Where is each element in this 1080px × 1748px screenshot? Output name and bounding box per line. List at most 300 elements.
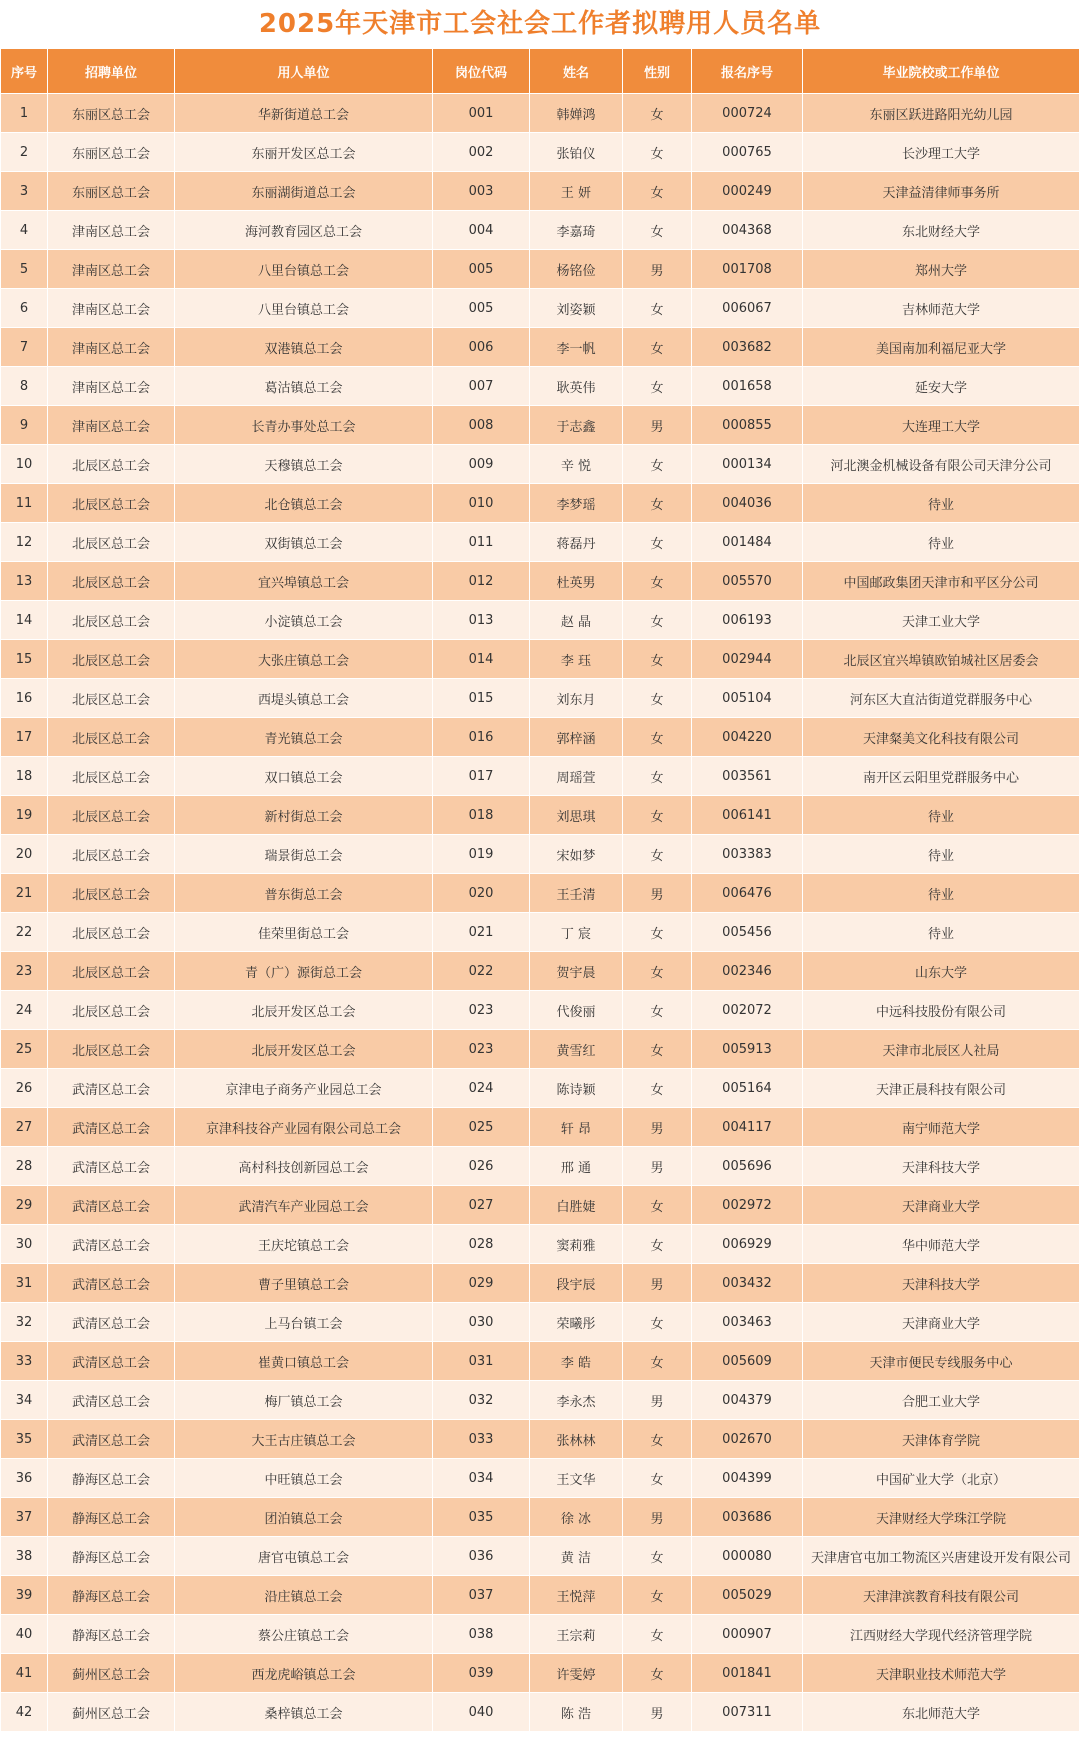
cell-name: 许雯婷 bbox=[530, 1654, 623, 1693]
cell-index: 5 bbox=[1, 250, 48, 289]
cell-index: 20 bbox=[1, 835, 48, 874]
cell-registration-no: 001484 bbox=[692, 523, 803, 562]
cell-name: 蒋磊丹 bbox=[530, 523, 623, 562]
cell-gender: 女 bbox=[623, 1459, 692, 1498]
table-row bbox=[1, 757, 1080, 796]
cell-recruiting-unit: 北辰区总工会 bbox=[48, 874, 175, 913]
cell-school-or-employer: 天津正晨科技有限公司 bbox=[803, 1069, 1080, 1108]
cell-gender: 女 bbox=[623, 1615, 692, 1654]
cell-registration-no: 002972 bbox=[692, 1186, 803, 1225]
cell-index: 3 bbox=[1, 172, 48, 211]
cell-recruiting-unit: 武清区总工会 bbox=[48, 1342, 175, 1381]
cell-school-or-employer: 东丽区跃进路阳光幼儿园 bbox=[803, 94, 1080, 133]
cell-index: 39 bbox=[1, 1576, 48, 1615]
cell-registration-no: 002346 bbox=[692, 952, 803, 991]
cell-position-code: 012 bbox=[433, 562, 530, 601]
cell-name: 李嘉琦 bbox=[530, 211, 623, 250]
table-row bbox=[1, 1030, 1080, 1069]
cell-index: 7 bbox=[1, 328, 48, 367]
cell-school-or-employer: 中国矿业大学（北京） bbox=[803, 1459, 1080, 1498]
cell-name: 黄 洁 bbox=[530, 1537, 623, 1576]
cell-registration-no: 004036 bbox=[692, 484, 803, 523]
cell-name: 邢 通 bbox=[530, 1147, 623, 1186]
cell-registration-no: 005696 bbox=[692, 1147, 803, 1186]
table-row bbox=[1, 289, 1080, 328]
cell-school-or-employer: 天津市北辰区人社局 bbox=[803, 1030, 1080, 1069]
cell-registration-no: 000249 bbox=[692, 172, 803, 211]
cell-recruiting-unit: 武清区总工会 bbox=[48, 1303, 175, 1342]
cell-recruiting-unit: 武清区总工会 bbox=[48, 1264, 175, 1303]
cell-school-or-employer: 天津商业大学 bbox=[803, 1186, 1080, 1225]
cell-school-or-employer: 郑州大学 bbox=[803, 250, 1080, 289]
cell-registration-no: 004117 bbox=[692, 1108, 803, 1147]
cell-gender: 女 bbox=[623, 1537, 692, 1576]
table-row bbox=[1, 991, 1080, 1030]
cell-employing-unit: 双港镇总工会 bbox=[175, 328, 433, 367]
col-header-school-or-employer: 毕业院校或工作单位 bbox=[803, 49, 1080, 94]
table-row bbox=[1, 250, 1080, 289]
cell-school-or-employer: 天津市便民专线服务中心 bbox=[803, 1342, 1080, 1381]
cell-recruiting-unit: 静海区总工会 bbox=[48, 1459, 175, 1498]
cell-employing-unit: 八里台镇总工会 bbox=[175, 289, 433, 328]
cell-registration-no: 001841 bbox=[692, 1654, 803, 1693]
cell-employing-unit: 新村街总工会 bbox=[175, 796, 433, 835]
cell-school-or-employer: 天津职业技术师范大学 bbox=[803, 1654, 1080, 1693]
cell-gender: 女 bbox=[623, 1030, 692, 1069]
cell-school-or-employer: 待业 bbox=[803, 874, 1080, 913]
cell-employing-unit: 东丽湖街道总工会 bbox=[175, 172, 433, 211]
cell-recruiting-unit: 北辰区总工会 bbox=[48, 757, 175, 796]
cell-employing-unit: 上马台镇工会 bbox=[175, 1303, 433, 1342]
cell-recruiting-unit: 北辰区总工会 bbox=[48, 835, 175, 874]
cell-name: 韩婵鸿 bbox=[530, 94, 623, 133]
cell-recruiting-unit: 静海区总工会 bbox=[48, 1576, 175, 1615]
cell-employing-unit: 团泊镇总工会 bbox=[175, 1498, 433, 1537]
cell-school-or-employer: 南开区云阳里党群服务中心 bbox=[803, 757, 1080, 796]
cell-index: 2 bbox=[1, 133, 48, 172]
cell-registration-no: 003463 bbox=[692, 1303, 803, 1342]
cell-position-code: 010 bbox=[433, 484, 530, 523]
cell-index: 10 bbox=[1, 445, 48, 484]
cell-name: 代俊丽 bbox=[530, 991, 623, 1030]
cell-registration-no: 001708 bbox=[692, 250, 803, 289]
cell-school-or-employer: 天津科技大学 bbox=[803, 1264, 1080, 1303]
cell-name: 李 珏 bbox=[530, 640, 623, 679]
table-row bbox=[1, 1381, 1080, 1420]
cell-school-or-employer: 中远科技股份有限公司 bbox=[803, 991, 1080, 1030]
cell-recruiting-unit: 北辰区总工会 bbox=[48, 991, 175, 1030]
cell-gender: 女 bbox=[623, 835, 692, 874]
cell-school-or-employer: 天津科技大学 bbox=[803, 1147, 1080, 1186]
cell-school-or-employer: 天津唐官屯加工物流区兴唐建设开发有限公司 bbox=[803, 1537, 1080, 1576]
table-row bbox=[1, 718, 1080, 757]
cell-recruiting-unit: 武清区总工会 bbox=[48, 1420, 175, 1459]
cell-gender: 女 bbox=[623, 523, 692, 562]
cell-employing-unit: 双街镇总工会 bbox=[175, 523, 433, 562]
cell-gender: 女 bbox=[623, 1069, 692, 1108]
cell-index: 33 bbox=[1, 1342, 48, 1381]
cell-gender: 女 bbox=[623, 913, 692, 952]
cell-recruiting-unit: 北辰区总工会 bbox=[48, 1030, 175, 1069]
cell-index: 25 bbox=[1, 1030, 48, 1069]
cell-position-code: 006 bbox=[433, 328, 530, 367]
cell-registration-no: 005913 bbox=[692, 1030, 803, 1069]
cell-school-or-employer: 延安大学 bbox=[803, 367, 1080, 406]
cell-recruiting-unit: 蓟州区总工会 bbox=[48, 1654, 175, 1693]
cell-name: 陈 浩 bbox=[530, 1693, 623, 1732]
cell-name: 窦莉雅 bbox=[530, 1225, 623, 1264]
table-row bbox=[1, 1225, 1080, 1264]
cell-employing-unit: 海河教育园区总工会 bbox=[175, 211, 433, 250]
cell-recruiting-unit: 津南区总工会 bbox=[48, 211, 175, 250]
cell-gender: 女 bbox=[623, 640, 692, 679]
cell-gender: 女 bbox=[623, 991, 692, 1030]
cell-employing-unit: 唐官屯镇总工会 bbox=[175, 1537, 433, 1576]
cell-recruiting-unit: 北辰区总工会 bbox=[48, 796, 175, 835]
table-row bbox=[1, 1615, 1080, 1654]
cell-index: 12 bbox=[1, 523, 48, 562]
cell-position-code: 022 bbox=[433, 952, 530, 991]
table-row bbox=[1, 1654, 1080, 1693]
table-row bbox=[1, 835, 1080, 874]
cell-index: 37 bbox=[1, 1498, 48, 1537]
cell-index: 41 bbox=[1, 1654, 48, 1693]
cell-school-or-employer: 天津财经大学珠江学院 bbox=[803, 1498, 1080, 1537]
cell-employing-unit: 中旺镇总工会 bbox=[175, 1459, 433, 1498]
cell-school-or-employer: 待业 bbox=[803, 913, 1080, 952]
table-row bbox=[1, 1420, 1080, 1459]
cell-employing-unit: 北辰开发区总工会 bbox=[175, 991, 433, 1030]
cell-employing-unit: 曹子里镇总工会 bbox=[175, 1264, 433, 1303]
table-row bbox=[1, 601, 1080, 640]
cell-employing-unit: 大张庄镇总工会 bbox=[175, 640, 433, 679]
cell-index: 18 bbox=[1, 757, 48, 796]
cell-school-or-employer: 天津工业大学 bbox=[803, 601, 1080, 640]
cell-index: 30 bbox=[1, 1225, 48, 1264]
table-row bbox=[1, 445, 1080, 484]
table-row bbox=[1, 952, 1080, 991]
cell-registration-no: 003432 bbox=[692, 1264, 803, 1303]
cell-registration-no: 006929 bbox=[692, 1225, 803, 1264]
cell-recruiting-unit: 北辰区总工会 bbox=[48, 523, 175, 562]
cell-name: 刘姿颖 bbox=[530, 289, 623, 328]
cell-employing-unit: 天穆镇总工会 bbox=[175, 445, 433, 484]
cell-recruiting-unit: 津南区总工会 bbox=[48, 289, 175, 328]
cell-position-code: 027 bbox=[433, 1186, 530, 1225]
cell-index: 27 bbox=[1, 1108, 48, 1147]
cell-position-code: 017 bbox=[433, 757, 530, 796]
cell-gender: 男 bbox=[623, 1108, 692, 1147]
cell-position-code: 032 bbox=[433, 1381, 530, 1420]
cell-employing-unit: 青光镇总工会 bbox=[175, 718, 433, 757]
table-row bbox=[1, 1693, 1080, 1732]
cell-registration-no: 003682 bbox=[692, 328, 803, 367]
cell-gender: 男 bbox=[623, 406, 692, 445]
cell-school-or-employer: 河东区大直沽街道党群服务中心 bbox=[803, 679, 1080, 718]
cell-registration-no: 000907 bbox=[692, 1615, 803, 1654]
cell-gender: 女 bbox=[623, 1654, 692, 1693]
cell-name: 白胜婕 bbox=[530, 1186, 623, 1225]
cell-name: 赵 晶 bbox=[530, 601, 623, 640]
cell-registration-no: 000080 bbox=[692, 1537, 803, 1576]
cell-recruiting-unit: 北辰区总工会 bbox=[48, 913, 175, 952]
cell-registration-no: 004368 bbox=[692, 211, 803, 250]
cell-recruiting-unit: 北辰区总工会 bbox=[48, 562, 175, 601]
table-row bbox=[1, 679, 1080, 718]
cell-school-or-employer: 大连理工大学 bbox=[803, 406, 1080, 445]
cell-employing-unit: 葛沽镇总工会 bbox=[175, 367, 433, 406]
cell-index: 21 bbox=[1, 874, 48, 913]
cell-name: 于志鑫 bbox=[530, 406, 623, 445]
cell-employing-unit: 京津科技谷产业园有限公司总工会 bbox=[175, 1108, 433, 1147]
cell-school-or-employer: 待业 bbox=[803, 796, 1080, 835]
cell-position-code: 023 bbox=[433, 991, 530, 1030]
cell-name: 黄雪红 bbox=[530, 1030, 623, 1069]
cell-name: 张林林 bbox=[530, 1420, 623, 1459]
cell-gender: 女 bbox=[623, 1576, 692, 1615]
cell-gender: 女 bbox=[623, 289, 692, 328]
cell-registration-no: 005029 bbox=[692, 1576, 803, 1615]
cell-school-or-employer: 合肥工业大学 bbox=[803, 1381, 1080, 1420]
cell-employing-unit: 小淀镇总工会 bbox=[175, 601, 433, 640]
cell-employing-unit: 佳荣里街总工会 bbox=[175, 913, 433, 952]
col-header-name: 姓名 bbox=[530, 49, 623, 94]
cell-name: 王宗莉 bbox=[530, 1615, 623, 1654]
cell-name: 王 妍 bbox=[530, 172, 623, 211]
cell-index: 15 bbox=[1, 640, 48, 679]
cell-recruiting-unit: 北辰区总工会 bbox=[48, 484, 175, 523]
cell-gender: 男 bbox=[623, 1381, 692, 1420]
cell-position-code: 008 bbox=[433, 406, 530, 445]
cell-position-code: 028 bbox=[433, 1225, 530, 1264]
cell-index: 29 bbox=[1, 1186, 48, 1225]
col-header-index: 序号 bbox=[1, 49, 48, 94]
cell-recruiting-unit: 北辰区总工会 bbox=[48, 445, 175, 484]
cell-name: 丁 宸 bbox=[530, 913, 623, 952]
col-header-position-code: 岗位代码 bbox=[433, 49, 530, 94]
cell-name: 轩 昂 bbox=[530, 1108, 623, 1147]
cell-school-or-employer: 山东大学 bbox=[803, 952, 1080, 991]
cell-index: 19 bbox=[1, 796, 48, 835]
cell-recruiting-unit: 北辰区总工会 bbox=[48, 679, 175, 718]
cell-position-code: 013 bbox=[433, 601, 530, 640]
cell-index: 9 bbox=[1, 406, 48, 445]
table-row bbox=[1, 1498, 1080, 1537]
cell-gender: 女 bbox=[623, 172, 692, 211]
cell-registration-no: 006067 bbox=[692, 289, 803, 328]
cell-school-or-employer: 天津津滨教育科技有限公司 bbox=[803, 1576, 1080, 1615]
cell-registration-no: 001658 bbox=[692, 367, 803, 406]
cell-employing-unit: 双口镇总工会 bbox=[175, 757, 433, 796]
cell-name: 陈诗颖 bbox=[530, 1069, 623, 1108]
cell-registration-no: 005456 bbox=[692, 913, 803, 952]
cell-name: 李梦瑶 bbox=[530, 484, 623, 523]
cell-employing-unit: 北仓镇总工会 bbox=[175, 484, 433, 523]
cell-employing-unit: 青（广）源街总工会 bbox=[175, 952, 433, 991]
cell-index: 26 bbox=[1, 1069, 48, 1108]
cell-school-or-employer: 天津商业大学 bbox=[803, 1303, 1080, 1342]
cell-registration-no: 002944 bbox=[692, 640, 803, 679]
cell-registration-no: 005570 bbox=[692, 562, 803, 601]
cell-employing-unit: 京津电子商务产业园总工会 bbox=[175, 1069, 433, 1108]
cell-name: 李一帆 bbox=[530, 328, 623, 367]
cell-position-code: 002 bbox=[433, 133, 530, 172]
cell-school-or-employer: 东北师范大学 bbox=[803, 1693, 1080, 1732]
cell-index: 34 bbox=[1, 1381, 48, 1420]
cell-recruiting-unit: 武清区总工会 bbox=[48, 1108, 175, 1147]
cell-position-code: 026 bbox=[433, 1147, 530, 1186]
cell-gender: 男 bbox=[623, 1498, 692, 1537]
cell-index: 35 bbox=[1, 1420, 48, 1459]
cell-position-code: 005 bbox=[433, 289, 530, 328]
cell-registration-no: 000765 bbox=[692, 133, 803, 172]
page-title: 2025年天津市工会社会工作者拟聘用人员名单 bbox=[258, 9, 822, 39]
cell-school-or-employer: 待业 bbox=[803, 484, 1080, 523]
cell-recruiting-unit: 武清区总工会 bbox=[48, 1147, 175, 1186]
cell-name: 荣曦彤 bbox=[530, 1303, 623, 1342]
cell-index: 1 bbox=[1, 94, 48, 133]
cell-name: 李 皓 bbox=[530, 1342, 623, 1381]
cell-school-or-employer: 天津益清律师事务所 bbox=[803, 172, 1080, 211]
cell-registration-no: 002670 bbox=[692, 1420, 803, 1459]
cell-index: 23 bbox=[1, 952, 48, 991]
cell-position-code: 019 bbox=[433, 835, 530, 874]
cell-gender: 女 bbox=[623, 718, 692, 757]
cell-index: 31 bbox=[1, 1264, 48, 1303]
cell-school-or-employer: 吉林师范大学 bbox=[803, 289, 1080, 328]
cell-school-or-employer: 东北财经大学 bbox=[803, 211, 1080, 250]
cell-recruiting-unit: 津南区总工会 bbox=[48, 328, 175, 367]
cell-gender: 女 bbox=[623, 952, 692, 991]
cell-school-or-employer: 江西财经大学现代经济管理学院 bbox=[803, 1615, 1080, 1654]
table-row bbox=[1, 1147, 1080, 1186]
table-row bbox=[1, 328, 1080, 367]
cell-recruiting-unit: 静海区总工会 bbox=[48, 1498, 175, 1537]
cell-name: 刘东月 bbox=[530, 679, 623, 718]
cell-school-or-employer: 长沙理工大学 bbox=[803, 133, 1080, 172]
table-row bbox=[1, 562, 1080, 601]
table-row bbox=[1, 133, 1080, 172]
cell-position-code: 011 bbox=[433, 523, 530, 562]
cell-position-code: 031 bbox=[433, 1342, 530, 1381]
cell-recruiting-unit: 静海区总工会 bbox=[48, 1537, 175, 1576]
cell-registration-no: 000134 bbox=[692, 445, 803, 484]
cell-employing-unit: 大王古庄镇总工会 bbox=[175, 1420, 433, 1459]
cell-name: 辛 悦 bbox=[530, 445, 623, 484]
table-row bbox=[1, 484, 1080, 523]
cell-employing-unit: 长青办事处总工会 bbox=[175, 406, 433, 445]
cell-name: 杨铭俭 bbox=[530, 250, 623, 289]
table-row bbox=[1, 1186, 1080, 1225]
cell-recruiting-unit: 东丽区总工会 bbox=[48, 94, 175, 133]
cell-index: 42 bbox=[1, 1693, 48, 1732]
cell-position-code: 023 bbox=[433, 1030, 530, 1069]
cell-recruiting-unit: 武清区总工会 bbox=[48, 1069, 175, 1108]
cell-recruiting-unit: 东丽区总工会 bbox=[48, 172, 175, 211]
cell-employing-unit: 王庆坨镇总工会 bbox=[175, 1225, 433, 1264]
cell-index: 16 bbox=[1, 679, 48, 718]
cell-registration-no: 005609 bbox=[692, 1342, 803, 1381]
cell-registration-no: 000724 bbox=[692, 94, 803, 133]
table-row bbox=[1, 1342, 1080, 1381]
cell-position-code: 035 bbox=[433, 1498, 530, 1537]
cell-gender: 女 bbox=[623, 367, 692, 406]
cell-position-code: 021 bbox=[433, 913, 530, 952]
cell-gender: 女 bbox=[623, 94, 692, 133]
cell-registration-no: 003383 bbox=[692, 835, 803, 874]
cell-recruiting-unit: 东丽区总工会 bbox=[48, 133, 175, 172]
cell-position-code: 024 bbox=[433, 1069, 530, 1108]
cell-name: 周瑶萱 bbox=[530, 757, 623, 796]
cell-gender: 女 bbox=[623, 601, 692, 640]
cell-name: 王悦萍 bbox=[530, 1576, 623, 1615]
cell-position-code: 015 bbox=[433, 679, 530, 718]
cell-employing-unit: 高村科技创新园总工会 bbox=[175, 1147, 433, 1186]
cell-position-code: 005 bbox=[433, 250, 530, 289]
cell-index: 4 bbox=[1, 211, 48, 250]
cell-employing-unit: 八里台镇总工会 bbox=[175, 250, 433, 289]
col-header-registration-no: 报名序号 bbox=[692, 49, 803, 94]
cell-registration-no: 005164 bbox=[692, 1069, 803, 1108]
cell-position-code: 007 bbox=[433, 367, 530, 406]
cell-registration-no: 004399 bbox=[692, 1459, 803, 1498]
roster-table bbox=[0, 48, 1080, 1732]
cell-gender: 女 bbox=[623, 679, 692, 718]
cell-index: 36 bbox=[1, 1459, 48, 1498]
cell-registration-no: 006193 bbox=[692, 601, 803, 640]
cell-recruiting-unit: 武清区总工会 bbox=[48, 1381, 175, 1420]
cell-name: 王文华 bbox=[530, 1459, 623, 1498]
cell-employing-unit: 崔黄口镇总工会 bbox=[175, 1342, 433, 1381]
table-row bbox=[1, 367, 1080, 406]
cell-gender: 女 bbox=[623, 328, 692, 367]
cell-position-code: 029 bbox=[433, 1264, 530, 1303]
cell-gender: 女 bbox=[623, 562, 692, 601]
cell-name: 耿英伟 bbox=[530, 367, 623, 406]
cell-index: 38 bbox=[1, 1537, 48, 1576]
table-row bbox=[1, 523, 1080, 562]
cell-gender: 男 bbox=[623, 1693, 692, 1732]
cell-recruiting-unit: 武清区总工会 bbox=[48, 1225, 175, 1264]
table-row bbox=[1, 1069, 1080, 1108]
cell-school-or-employer: 天津体育学院 bbox=[803, 1420, 1080, 1459]
cell-position-code: 040 bbox=[433, 1693, 530, 1732]
cell-position-code: 025 bbox=[433, 1108, 530, 1147]
cell-gender: 女 bbox=[623, 445, 692, 484]
cell-gender: 女 bbox=[623, 1303, 692, 1342]
cell-name: 王壬清 bbox=[530, 874, 623, 913]
cell-recruiting-unit: 津南区总工会 bbox=[48, 367, 175, 406]
table-row bbox=[1, 796, 1080, 835]
col-header-employing-unit: 用人单位 bbox=[175, 49, 433, 94]
cell-index: 17 bbox=[1, 718, 48, 757]
cell-position-code: 001 bbox=[433, 94, 530, 133]
cell-registration-no: 005104 bbox=[692, 679, 803, 718]
cell-gender: 女 bbox=[623, 211, 692, 250]
cell-gender: 女 bbox=[623, 796, 692, 835]
table-row bbox=[1, 172, 1080, 211]
cell-school-or-employer: 华中师范大学 bbox=[803, 1225, 1080, 1264]
cell-position-code: 020 bbox=[433, 874, 530, 913]
cell-name: 李永杰 bbox=[530, 1381, 623, 1420]
header-row bbox=[1, 49, 1080, 94]
cell-position-code: 014 bbox=[433, 640, 530, 679]
cell-employing-unit: 西堤头镇总工会 bbox=[175, 679, 433, 718]
cell-name: 宋如梦 bbox=[530, 835, 623, 874]
cell-registration-no: 006141 bbox=[692, 796, 803, 835]
cell-position-code: 004 bbox=[433, 211, 530, 250]
table-row bbox=[1, 874, 1080, 913]
